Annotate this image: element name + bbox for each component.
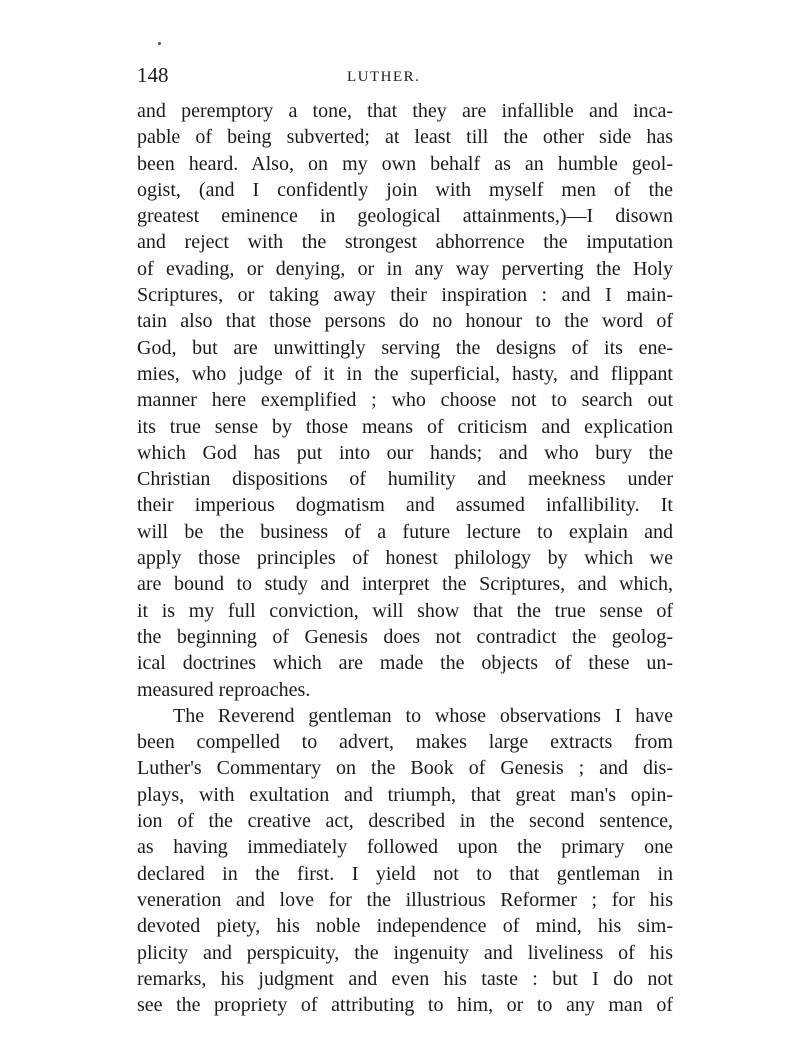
text-line: mies, who judge of it in the superficial, hasty, and flippant	[137, 362, 673, 385]
text-line: its true sense by those means of criticism and explication	[137, 415, 673, 438]
text-line: declared in the first. I yield not to that gentleman in	[137, 862, 673, 885]
text-line: Christian dispositions of humility and meekness under	[137, 468, 673, 491]
text-line: are bound to study and interpret the Scriptures, and which,	[137, 573, 673, 596]
text-line: Scriptures, or taking away their inspiration : and I main-	[137, 284, 673, 307]
text-line: of evading, or denying, or in any way perverting the Holy	[137, 257, 673, 280]
text-line: Luther's Commentary on the Book of Genesis ; and dis-	[137, 757, 673, 780]
page-number: 148	[137, 63, 169, 87]
text-line: which God has put into our hands; and who bury the	[137, 441, 673, 464]
text-line: the beginning of Genesis does not contradict the geolog-	[137, 625, 673, 648]
body-text	[137, 98, 673, 1018]
text-line: ical doctrines which are made the objects of these un-	[137, 652, 673, 675]
ink-speck	[158, 42, 161, 45]
text-line: plicity and perspicuity, the ingenuity and liveliness of his	[137, 941, 673, 964]
text-line: The Reverend gentleman to whose observations I have	[173, 704, 673, 727]
text-line: it is my full conviction, will show that the true sense of	[137, 599, 673, 622]
text-line: God, but are unwittingly serving the designs of its ene-	[137, 336, 673, 359]
text-line: and reject with the strongest abhorrence the imputation	[137, 231, 673, 254]
text-line: ogist, (and I confidently join with myself men of the	[137, 178, 673, 201]
text-line: manner here exemplified ; who choose not to search out	[137, 389, 673, 412]
text-line: will be the business of a future lecture to explain and	[137, 520, 673, 543]
text-line: ion of the creative act, described in the second sentence,	[137, 810, 673, 833]
paragraph-1	[137, 98, 673, 703]
text-line: been heard. Also, on my own behalf as an humble geol-	[137, 152, 673, 175]
text-line: their imperious dogmatism and assumed infallibility. It	[137, 494, 673, 517]
running-head	[137, 60, 673, 90]
text-line: see the propriety of attributing to him, or to any man of	[137, 994, 673, 1017]
text-line: measured reproaches.	[137, 678, 311, 701]
text-line: tain also that those persons do no honour to the word of	[137, 310, 673, 333]
text-line: devoted piety, his noble independence of mind, his sim-	[137, 915, 673, 938]
text-line: greatest eminence in geological attainments,)—I disown	[137, 205, 673, 228]
text-line: remarks, his judgment and even his taste : but I do not	[137, 967, 673, 990]
text-line: been compelled to advert, makes large extracts from	[137, 731, 673, 754]
text-line: veneration and love for the illustrious Reformer ; for his	[137, 888, 673, 911]
text-line: apply those principles of honest philology by which we	[137, 547, 673, 570]
text-line: as having immediately followed upon the primary one	[137, 836, 673, 859]
text-line: and peremptory a tone, that they are infallible and inca-	[137, 100, 673, 122]
text-line: plays, with exultation and triumph, that great man's opin-	[137, 783, 673, 806]
text-line: pable of being subverted; at least till the other side has	[137, 126, 673, 149]
paragraph-2	[137, 703, 673, 1019]
running-title: LUTHER.	[347, 69, 421, 85]
